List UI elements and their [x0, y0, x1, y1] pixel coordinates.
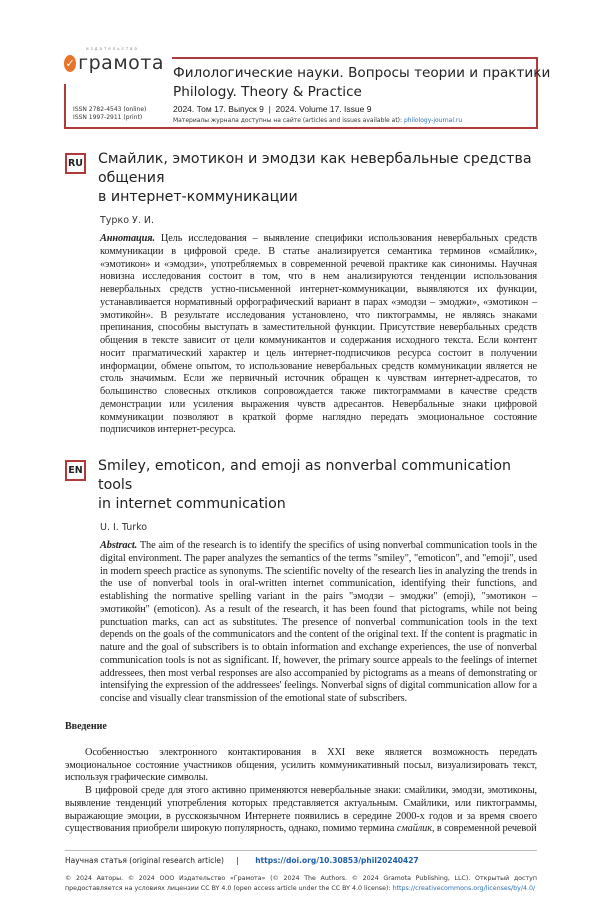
body-text	[65, 747, 537, 836]
article-content	[0, 0, 537, 913]
article-title-en	[98, 457, 537, 514]
issn-online: ISSN 2782-4543 (online)	[73, 106, 146, 114]
abstract-ru	[100, 233, 537, 437]
logo-text: грамота	[78, 52, 164, 74]
abstract-en	[100, 540, 537, 706]
footer-divider	[65, 850, 537, 851]
language-badge-ru: RU	[65, 153, 86, 174]
availability-text: Материалы журнала доступны на сайте (articles and issues available at):	[173, 117, 402, 124]
abstract-text: Цель исследования – выявление специфики использования невербальных средств коммуникации в цифровой среде. В статье анализируется семантика терминов «смайлик», «эмотикон» и «эмодзи», употребляемых в современной речевой практике как синонимы. Научная новизна исследования состоит в том, что в нем анализируются тенденции использования невербальных средств устно-письменной интернет-коммуникации, выявляются их функции, устанавливается нормативный орфографический вариант в парах «эмодзи – эмоджи», «эмотикон – эмотикойн». В результате исследования установлено, что пиктограммы, не являясь знаками препинания, способны выступать в заместительной функции. Присутствие невербальных средств общения в тексте зависит от цели коммуникантов и содержания исходного текста. Если контент носит прагматический характер и цель интернет-подписчиков ресурса состоит в получении информации, обмене опытом, то использование невербальных средств коммуникации является не столь значимым. Если же первичный источник обращен к чувствам интернет-адресатов, то большинство словесных откликов сопровождается также пиктограммами в качестве средств демонстрации или усиления выражения чувств адресантов. Невербальные знаки цифровой коммуникации позволяют в краткой форме наглядно передать эмоциональное состояние подписчиков интернет-ресурса.	[100, 233, 537, 435]
volume-line: 2024. Том 17. Выпуск 9 | 2024. Volume 17. Issue 9	[173, 104, 371, 115]
abstract-label: Аннотация.	[100, 233, 155, 244]
paragraph-text: , в современной речевой	[432, 823, 537, 834]
copyright-notice	[65, 874, 537, 913]
issn-print: ISSN 1997-2911 (print)	[73, 114, 146, 122]
doi-link[interactable]: https://doi.org/10.30853/phil20240427	[255, 856, 418, 865]
paragraph: Особенностью электронного контактирования в XXI веке является возможность передать эмоциональное состояние участников общения, усилить коммуникативный посыл, визуализировать текст, используя графические символы.	[65, 747, 537, 785]
language-badge-en: EN	[65, 460, 86, 481]
title-line: в интернет-коммуникации	[98, 188, 537, 207]
author-ru: Турко У. И.	[100, 215, 537, 227]
abstract-text: The aim of the research is to identify the specifics of using nonverbal communication tools in the digital environment. The paper analyzes the semantics of the terms "smiley", "emoticon", and "emoji", used in modern speech practice as synonyms. The scientific novelty of the research lies in analyzing the trends in the use of nonverbal tools in oral-written internet communication, identifying their functions, and establishing the normative spelling variant in the pairs "эмодзи – эмоджи" (emoji), "эмотикон – эмотикойн" (emoticon). As a result of the research, it has been found that pictograms, while not being punctuation marks, can act as substitutes. The presence of nonverbal communication tools in the text depends on the goals of the communicators and the content of the original text. If the content is pragmatic in nature and the goal of subscribers is to obtain information and exchange experiences, the use of nonverbal communication tools is not as significant. If, however, the primary source appeals to the feelings of internet addressees, then most verbal responses are also accompanied by pictograms as a means of demonstrating or intensifying the expression of the addressees' feelings. Nonverbal signs of digital communication allow for a concise and visually clear transmission of the emotional state of subscribers.	[100, 540, 537, 704]
author-en: U. I. Turko	[100, 522, 537, 534]
license-link[interactable]: https://creativecommons.org/licenses/by/4.0/	[393, 885, 536, 892]
article-title-ru	[98, 150, 537, 207]
title-line: Смайлик, эмотикон и эмодзи как невербальные средства общения	[98, 150, 537, 188]
section-heading-introduction: Введение	[65, 720, 537, 733]
copyright-text: © 2024 Авторы. © 2024 ООО Издательство «Грамота» (© 2024 The Authors. © 2024 Gramota Publishing, LLC). Открытый доступ предоставляется на условиях лицензии CC BY 4.0 (open access article under the CC BY 4.0 license):	[65, 875, 537, 892]
abstract-label: Abstract.	[100, 540, 137, 551]
paragraph	[65, 785, 537, 836]
journal-title-en: Philology. Theory & Practice	[173, 83, 550, 102]
logo-publisher-label: издательство	[86, 46, 164, 52]
checkmark-logo-icon: ✓	[64, 55, 76, 72]
section-ru	[65, 150, 537, 437]
separator: |	[236, 856, 239, 865]
term: смайлик	[397, 823, 432, 834]
journal-title-ru: Филологические науки. Вопросы теории и практики	[173, 64, 550, 83]
article-type: Научная статья (original research article)	[65, 856, 224, 865]
section-en	[65, 457, 537, 706]
title-line: in internet communication	[98, 495, 537, 514]
paragraph-text: В цифровой среде для этого активно применяются невербальные знаки: смайлики, эмодзи, эмотиконы, выявление тенденций употребления которых представляется актуальным. Смайлики, или пиктограммы, выражающие эмоции, в русскоязычном Интернете появились в середине 2000-х годов и за время своего существования приобрели широкую популярность, однако, помимо термина	[65, 785, 537, 834]
footer-meta	[65, 856, 537, 866]
title-line: Smiley, emoticon, and emoji as nonverbal communication tools	[98, 457, 537, 495]
journal-site-link[interactable]: philology-journal.ru	[404, 117, 462, 124]
